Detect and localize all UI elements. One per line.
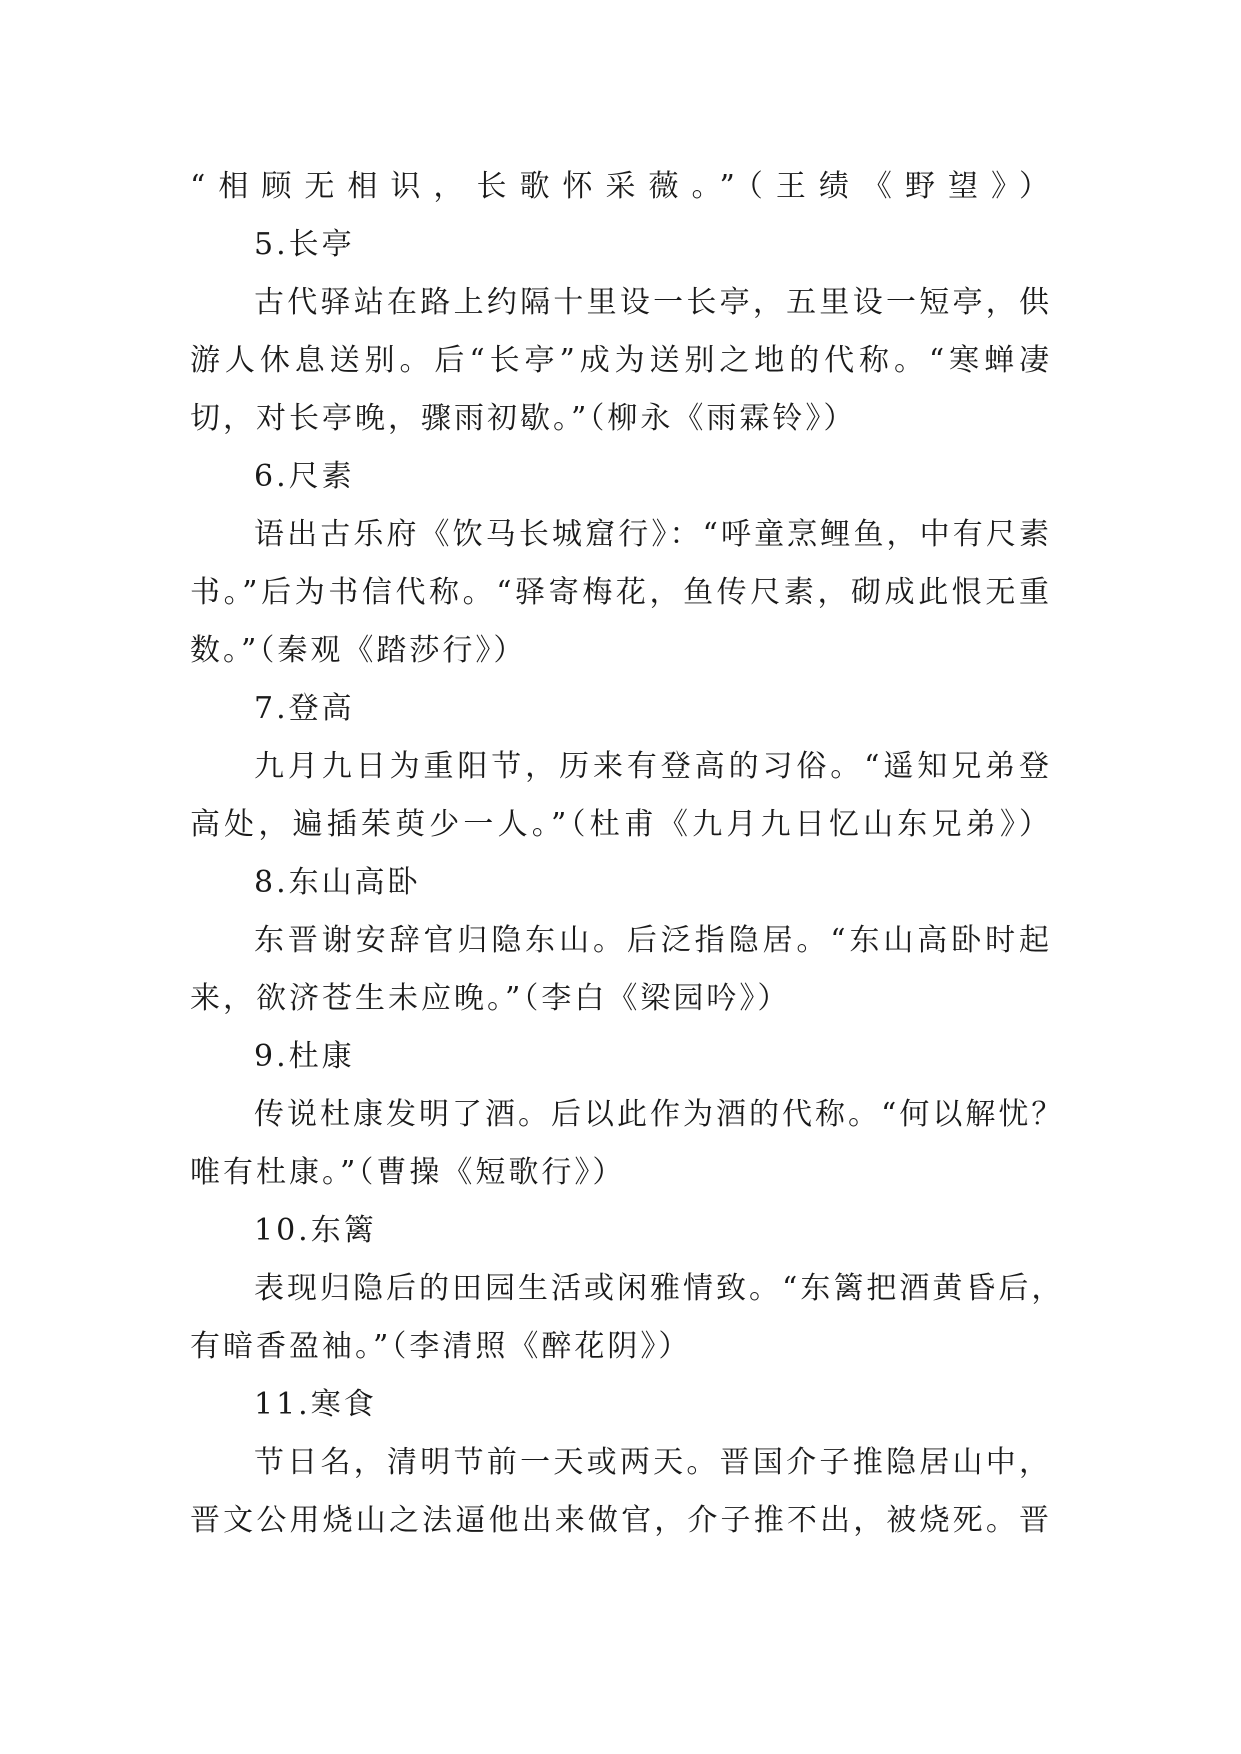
text-line: 游人休息送别。后“长亭”成为送别之地的代称。“寒蝉凄 bbox=[190, 343, 1052, 378]
section-heading: 5.长亭 bbox=[254, 227, 355, 262]
text-line: 书。”后为书信代称。“驿寄梅花，鱼传尺素，砌成此恨无重 bbox=[190, 575, 1052, 610]
text-line: 高处，遍插茱萸少一人。”（杜甫《九月九日忆山东兄弟》） bbox=[190, 807, 1052, 842]
section-heading: 9.杜康 bbox=[254, 1039, 355, 1074]
text-line: 有暗香盈袖。”（李清照《醉花阴》） bbox=[190, 1329, 692, 1364]
text-line: 九月九日为重阳节，历来有登高的习俗。“遥知兄弟登 bbox=[254, 749, 1052, 784]
text-line: 切，对长亭晚，骤雨初歇。”（柳永《雨霖铃》） bbox=[190, 401, 857, 436]
text-line: 晋文公用烧山之法逼他出来做官，介子推不出，被烧死。晋 bbox=[190, 1503, 1052, 1538]
text-line: 传说杜康发明了酒。后以此作为酒的代称。“何以解忧？ bbox=[254, 1097, 1065, 1132]
text-line: 来，欲济苍生未应晚。”（李白《梁园吟》） bbox=[190, 981, 791, 1016]
text-line: 节日名，清明节前一天或两天。晋国介子推隐居山中， bbox=[254, 1445, 1052, 1480]
text-line: 表现归隐后的田园生活或闲雅情致。“东篱把酒黄昏后， bbox=[254, 1271, 1065, 1306]
section-heading: 7.登高 bbox=[254, 691, 355, 726]
text-line: 东晋谢安辞官归隐东山。后泛指隐居。“东山高卧时起 bbox=[254, 923, 1052, 958]
text-line: 唯有杜康。”（曹操《短歌行》） bbox=[190, 1155, 626, 1190]
document-text bbox=[190, 158, 1065, 1550]
section-heading: 10.东篱 bbox=[254, 1213, 377, 1248]
text-line: 语出古乐府《饮马长城窟行》：“呼童烹鲤鱼，中有尺素 bbox=[254, 517, 1052, 552]
text-line: 数。”（秦观《踏莎行》） bbox=[190, 633, 527, 668]
text-line: “相顾无相识，长歌怀采薇。”（王绩《野望》） bbox=[190, 169, 1052, 204]
section-heading: 11.寒食 bbox=[254, 1387, 377, 1422]
text-line: 古代驿站在路上约隔十里设一长亭，五里设一短亭，供 bbox=[254, 285, 1052, 320]
section-heading: 8.东山高卧 bbox=[254, 865, 421, 900]
section-heading: 6.尺素 bbox=[254, 459, 355, 494]
